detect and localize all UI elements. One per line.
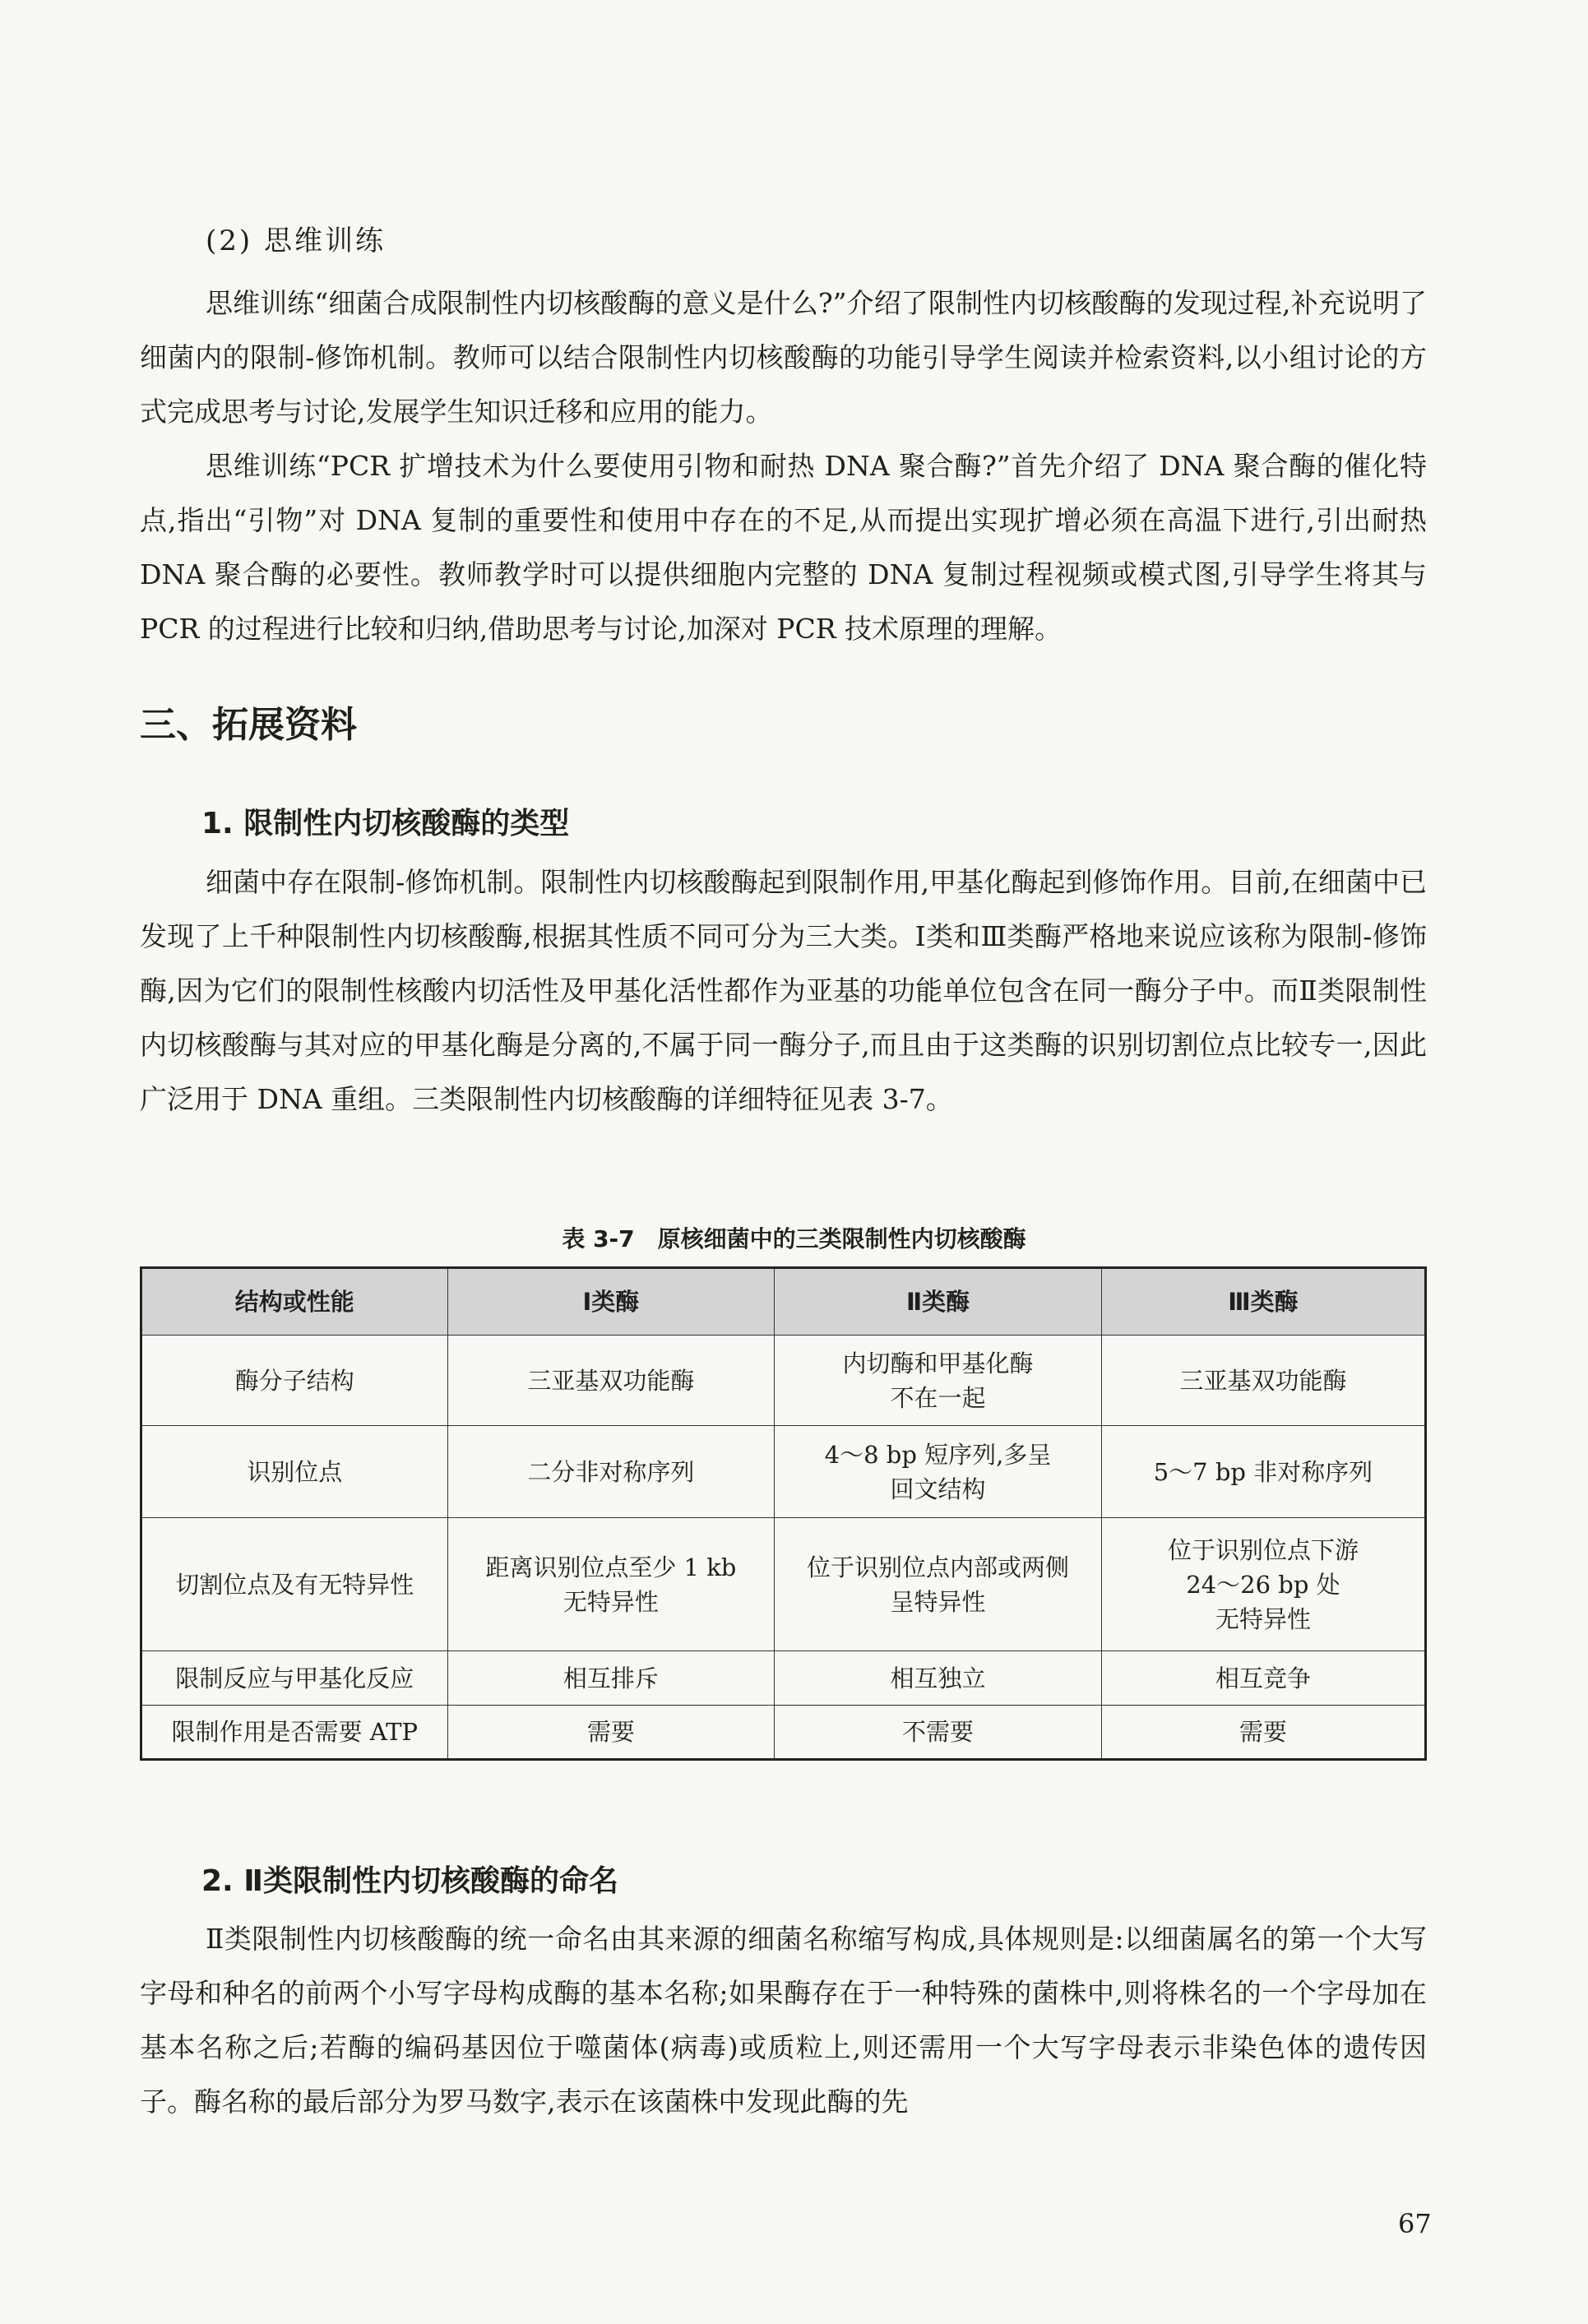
sub-heading-thinking-training: (2) 思维训练 bbox=[206, 225, 386, 257]
table-cell: 需要 bbox=[447, 1706, 775, 1760]
table-cell: 位于识别位点内部或两侧 呈特异性 bbox=[775, 1518, 1102, 1651]
table-header-cell: 结构或性能 bbox=[141, 1268, 448, 1336]
paragraph-thinking-1: 思维训练“细菌合成限制性内切核酸酶的意义是什么?”介绍了限制性内切核酸酶的发现过程,补充说明了细菌内的限制-修饰机制。教师可以结合限制性内切核酸酶的功能引导学生阅读并检索资料,以小组讨论的方式完成思考与讨论,发展学生知识迁移和应用的能力。 bbox=[140, 287, 1427, 428]
table-cell: 不需要 bbox=[775, 1706, 1102, 1760]
table-caption: 表 3-7 原核细菌中的三类限制性内切核酸酶 bbox=[562, 1225, 1026, 1252]
table-row bbox=[141, 1706, 1426, 1760]
table-cell: 4～8 bp 短序列,多呈 回文结构 bbox=[775, 1426, 1102, 1518]
page-number: 67 bbox=[1398, 2208, 1432, 2239]
paragraph-thinking-2: 思维训练“PCR 扩增技术为什么要使用引物和耐热 DNA 聚合酶?”首先介绍了 DNA 聚合酶的催化特点,指出“引物”对 DNA 复制的重要性和使用中存在的不足,从而提出实现扩增必须在高温下进行,引出耐热 DNA 聚合酶的必要性。教师教学时可以提供细胞内完整的 DNA 复制过程视频或模式图,引导学生将其与 PCR 的过程进行比较和归纳,借助思考与讨论,加深对 PCR 技术原理的理解。 bbox=[140, 450, 1427, 645]
table-cell: 二分非对称序列 bbox=[447, 1426, 775, 1518]
table-cell: 距离识别位点至少 1 kb 无特异性 bbox=[447, 1518, 775, 1651]
table-cell: 相互竞争 bbox=[1101, 1651, 1425, 1706]
table-cell: 相互排斥 bbox=[447, 1651, 775, 1706]
table-header-cell: Ⅰ类酶 bbox=[447, 1268, 775, 1336]
table-cell: 内切酶和甲基化酶 不在一起 bbox=[775, 1336, 1102, 1426]
table-row bbox=[141, 1336, 1426, 1426]
table-cell: 限制作用是否需要 ATP bbox=[141, 1706, 448, 1760]
table-cell: 三亚基双功能酶 bbox=[447, 1336, 775, 1426]
table-cell: 5～7 bp 非对称序列 bbox=[1101, 1426, 1425, 1518]
table-cell: 识别位点 bbox=[141, 1426, 448, 1518]
table-cell: 需要 bbox=[1101, 1706, 1425, 1760]
table-cell: 三亚基双功能酶 bbox=[1101, 1336, 1425, 1426]
table-row bbox=[141, 1651, 1426, 1706]
subsection-heading-2: 2. Ⅱ类限制性内切核酸酶的命名 bbox=[201, 1864, 618, 1898]
table-row bbox=[141, 1518, 1426, 1651]
paragraph-enzyme-types: 细菌中存在限制-修饰机制。限制性内切核酸酶起到限制作用,甲基化酶起到修饰作用。目前,在细菌中已发现了上千种限制性内切核酸酶,根据其性质不同可分为三大类。Ⅰ类和Ⅲ类酶严格地来说应该称为限制-修饰酶,因为它们的限制性核酸内切活性及甲基化活性都作为亚基的功能单位包含在同一酶分子中。而Ⅱ类限制性内切核酸酶与其对应的甲基化酶是分离的,不属于同一酶分子,而且由于这类酶的识别切割位点比较专一,因此广泛用于 DNA 重组。三类限制性内切核酸酶的详细特征见表 3-7。 bbox=[140, 866, 1427, 1115]
table-cell: 酶分子结构 bbox=[141, 1336, 448, 1426]
paragraph-naming: Ⅱ类限制性内切核酸酶的统一命名由其来源的细菌名称缩写构成,具体规则是:以细菌属名的第一个大写字母和种名的前两个小写字母构成酶的基本名称;如果酶存在于一种特殊的菌株中,则将株名的一个字母加在基本名称之后;若酶的编码基因位于噬菌体(病毒)或质粒上,则还需用一个大写字母表示非染色体的遗传因子。酶名称的最后部分为罗马数字,表示在该菌株中发现此酶的先 bbox=[140, 1923, 1427, 2118]
subsection-heading-1: 1. 限制性内切核酸酶的类型 bbox=[201, 807, 570, 840]
table-header-row bbox=[141, 1268, 1426, 1336]
table-cell: 位于识别位点下游 24～26 bp 处 无特异性 bbox=[1101, 1518, 1425, 1651]
table-cell: 限制反应与甲基化反应 bbox=[141, 1651, 448, 1706]
section-heading: 三、拓展资料 bbox=[140, 704, 357, 746]
table-header-cell: Ⅲ类酶 bbox=[1101, 1268, 1425, 1336]
table-cell: 切割位点及有无特异性 bbox=[141, 1518, 448, 1651]
table-row bbox=[141, 1426, 1426, 1518]
enzyme-table bbox=[140, 1266, 1427, 1761]
table-cell: 相互独立 bbox=[775, 1651, 1102, 1706]
table-header-cell: Ⅱ类酶 bbox=[775, 1268, 1102, 1336]
